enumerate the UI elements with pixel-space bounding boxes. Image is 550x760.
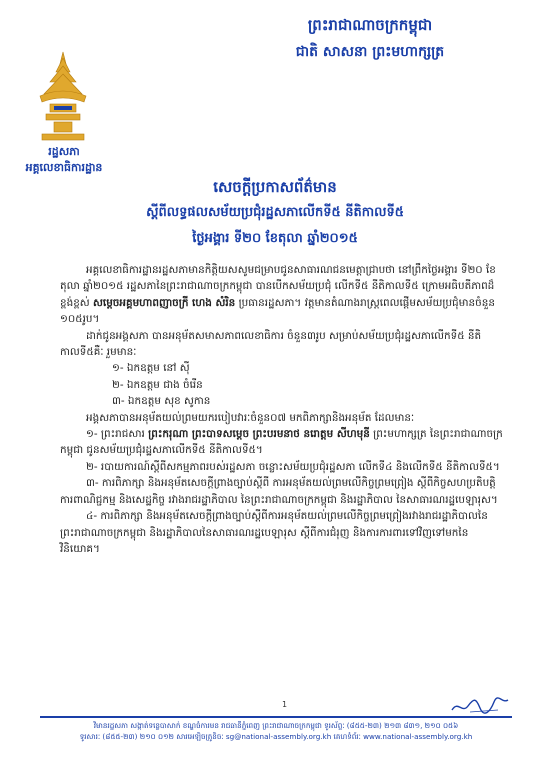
secretary-item: ២- ឯកឧត្តម ជាង ចំរើន [112,378,203,391]
national-motto: ជាតិ សាសនា ព្រះមហាក្សត្រ [295,44,445,60]
secretary-item: ១- ឯកឧត្តម នៅ ស៊ី [112,362,190,375]
document-body [60,262,506,557]
footer-divider [40,716,512,718]
footer-contact: ទូរសារៈ (៨៥៥-២៣) ២១០ ០១២ សារអេឡិចត្រូនិចៈ sg@national-assembly.org.kh គេហទំព័រៈ www.national-assembly.org.kh [79,732,473,741]
footer-address: វិមានរដ្ឋសភា សង្កាត់ទន្លេបាសាក់ ខណ្ឌចំការមន រាជធានីភ្នំពេញ ព្រះរាជាណាចក្រកម្ពុជា ទូរស័ព្ទៈ (៨៥៥-២៣) ២១៣ ៨៣១, ២១០ ០៥៦ [93,721,459,730]
secretaries-paragraph: ដាក់ជូនអង្គសភា បានអនុម័តសមាសភាពលេខាធិការ ចំនួន៣រូប សម្រាប់សម័យប្រជុំរដ្ឋសភាលើកទី៥ នីតិកាលទី៥គឺៈ រួមមានៈ [60,329,482,359]
agenda-item [60,426,506,459]
agenda-intro: អង្គសភាបានអនុម័តយល់ព្រមយករបៀបវារៈចំនួន០៧ មកពិភាក្សានិងអនុម័ត ដែលមានៈ [86,411,415,424]
agenda-item: ២- របាយការណ៍ស្ដីពីសកម្មភាពរបស់រដ្ឋសភា ចន្លោះសម័យប្រជុំរដ្ឋសភា លើកទី៤ និងលើកទី៥ នីតិកាលទី៥។ [86,460,500,473]
page-number: 1 [282,700,288,709]
kingdom-header: ព្រះរាជាណាចក្រកម្ពុជា [307,16,433,34]
organization-name [18,144,110,176]
press-release-title: សេចក្ដីប្រកាសព័ត៌មាន [213,178,337,196]
organization-line1: រដ្ឋសភា [48,145,80,158]
footer [40,720,512,742]
agenda-item-text: ១- ព្រះរាជសារ [86,428,145,441]
king-name: ព្រះករុណា ព្រះបាទសម្ដេច ព្រះបរមនាថ នរោត្តម សីហមុនី [148,428,370,441]
assembly-president-name: សម្ដេចអគ្គមហាពញាចក្រី ហេង សំរិន [93,296,236,309]
paragraph-text: អគ្គលេខាធិការដ្ឋានរដ្ឋសភាមានកិត្តិយសសូមជម្រាបជូនសាធារណជនមេត្តាជ្រាបថា នៅព្រឹកថ្ងៃអង្គារ ទី២០ ខែតុលា ឆ្នាំ២០១៥ រដ្ឋសភានៃព្រះរាជាណាចក្រកម្ពុជា បានបើកសម័យប្រជុំ លើកទី៥ នីតិកាលទី៥ ក្រោមអធិបតីភាពដ៏ខ្ពង់ខ្ពស់ [60,264,496,309]
signature-icon [450,694,510,718]
paragraph-text: ប្រធានរដ្ឋសភា។ វត្តមានតំណាងរាស្ត្រពេលផ្ដើមសម័យប្រជុំមានចំនួន ១០៥រូប។ [60,296,495,326]
agenda-item: ៤- ការពិភាក្សា និងអនុម័តសេចក្ដីព្រាងច្បាប់ស្ដីពីការអនុម័តយល់ព្រមលើកិច្ចព្រមព្រៀងរវាងរាជរដ្ឋាភិបាលនៃព្រះរាជាណាចក្រកម្ពុជា និងរដ្ឋាភិបាលនៃសាធារណរដ្ឋបេឡារុស ស្ដីពីការជំរុញ និងការការពារទៅវិញទៅមកនៃវិនិយោគ។ [60,510,488,555]
agenda-item-text: ព្រះមហាក្សត្រ នៃព្រះរាជាណាចក្រកម្ពុជា ជូនសម័យប្រជុំរដ្ឋសភាលើកទី៥ នីតិកាលទី៥។ [60,428,503,457]
agenda-item: ៣- ការពិភាក្សា និងអនុម័តសេចក្ដីព្រាងច្បាប់ស្ដីពី ការអនុម័តយល់ព្រមលើកិច្ចព្រមព្រៀង ស្ដីពីកិច្ចសហប្រតិបត្តិការពាណិជ្ជកម្ម និងសេដ្ឋកិច្ច រវាងរាជរដ្ឋាភិបាល នៃព្រះរាជាណាចក្រកម្ពុជា និងរដ្ឋាភិបាល នៃសាធារណរដ្ឋបេឡារុស។ [60,477,498,506]
secretary-item: ៣- ឯកឧត្តម សុខ សូកាន [112,395,211,408]
organization-line2: អគ្គលេខាធិការដ្ឋាន [25,161,103,174]
press-release-date: ថ្ងៃអង្គារ ទី២០ ខែតុលា ឆ្នាំ២០១៥ [192,231,358,246]
opening-paragraph [60,262,506,328]
press-release-subtitle: ស្ដីពីលទ្ធផលសម័យប្រជុំរដ្ឋសភាលើកទី៥ នីតិកាលទី៥ [146,205,404,220]
national-assembly-emblem-icon [32,50,94,142]
